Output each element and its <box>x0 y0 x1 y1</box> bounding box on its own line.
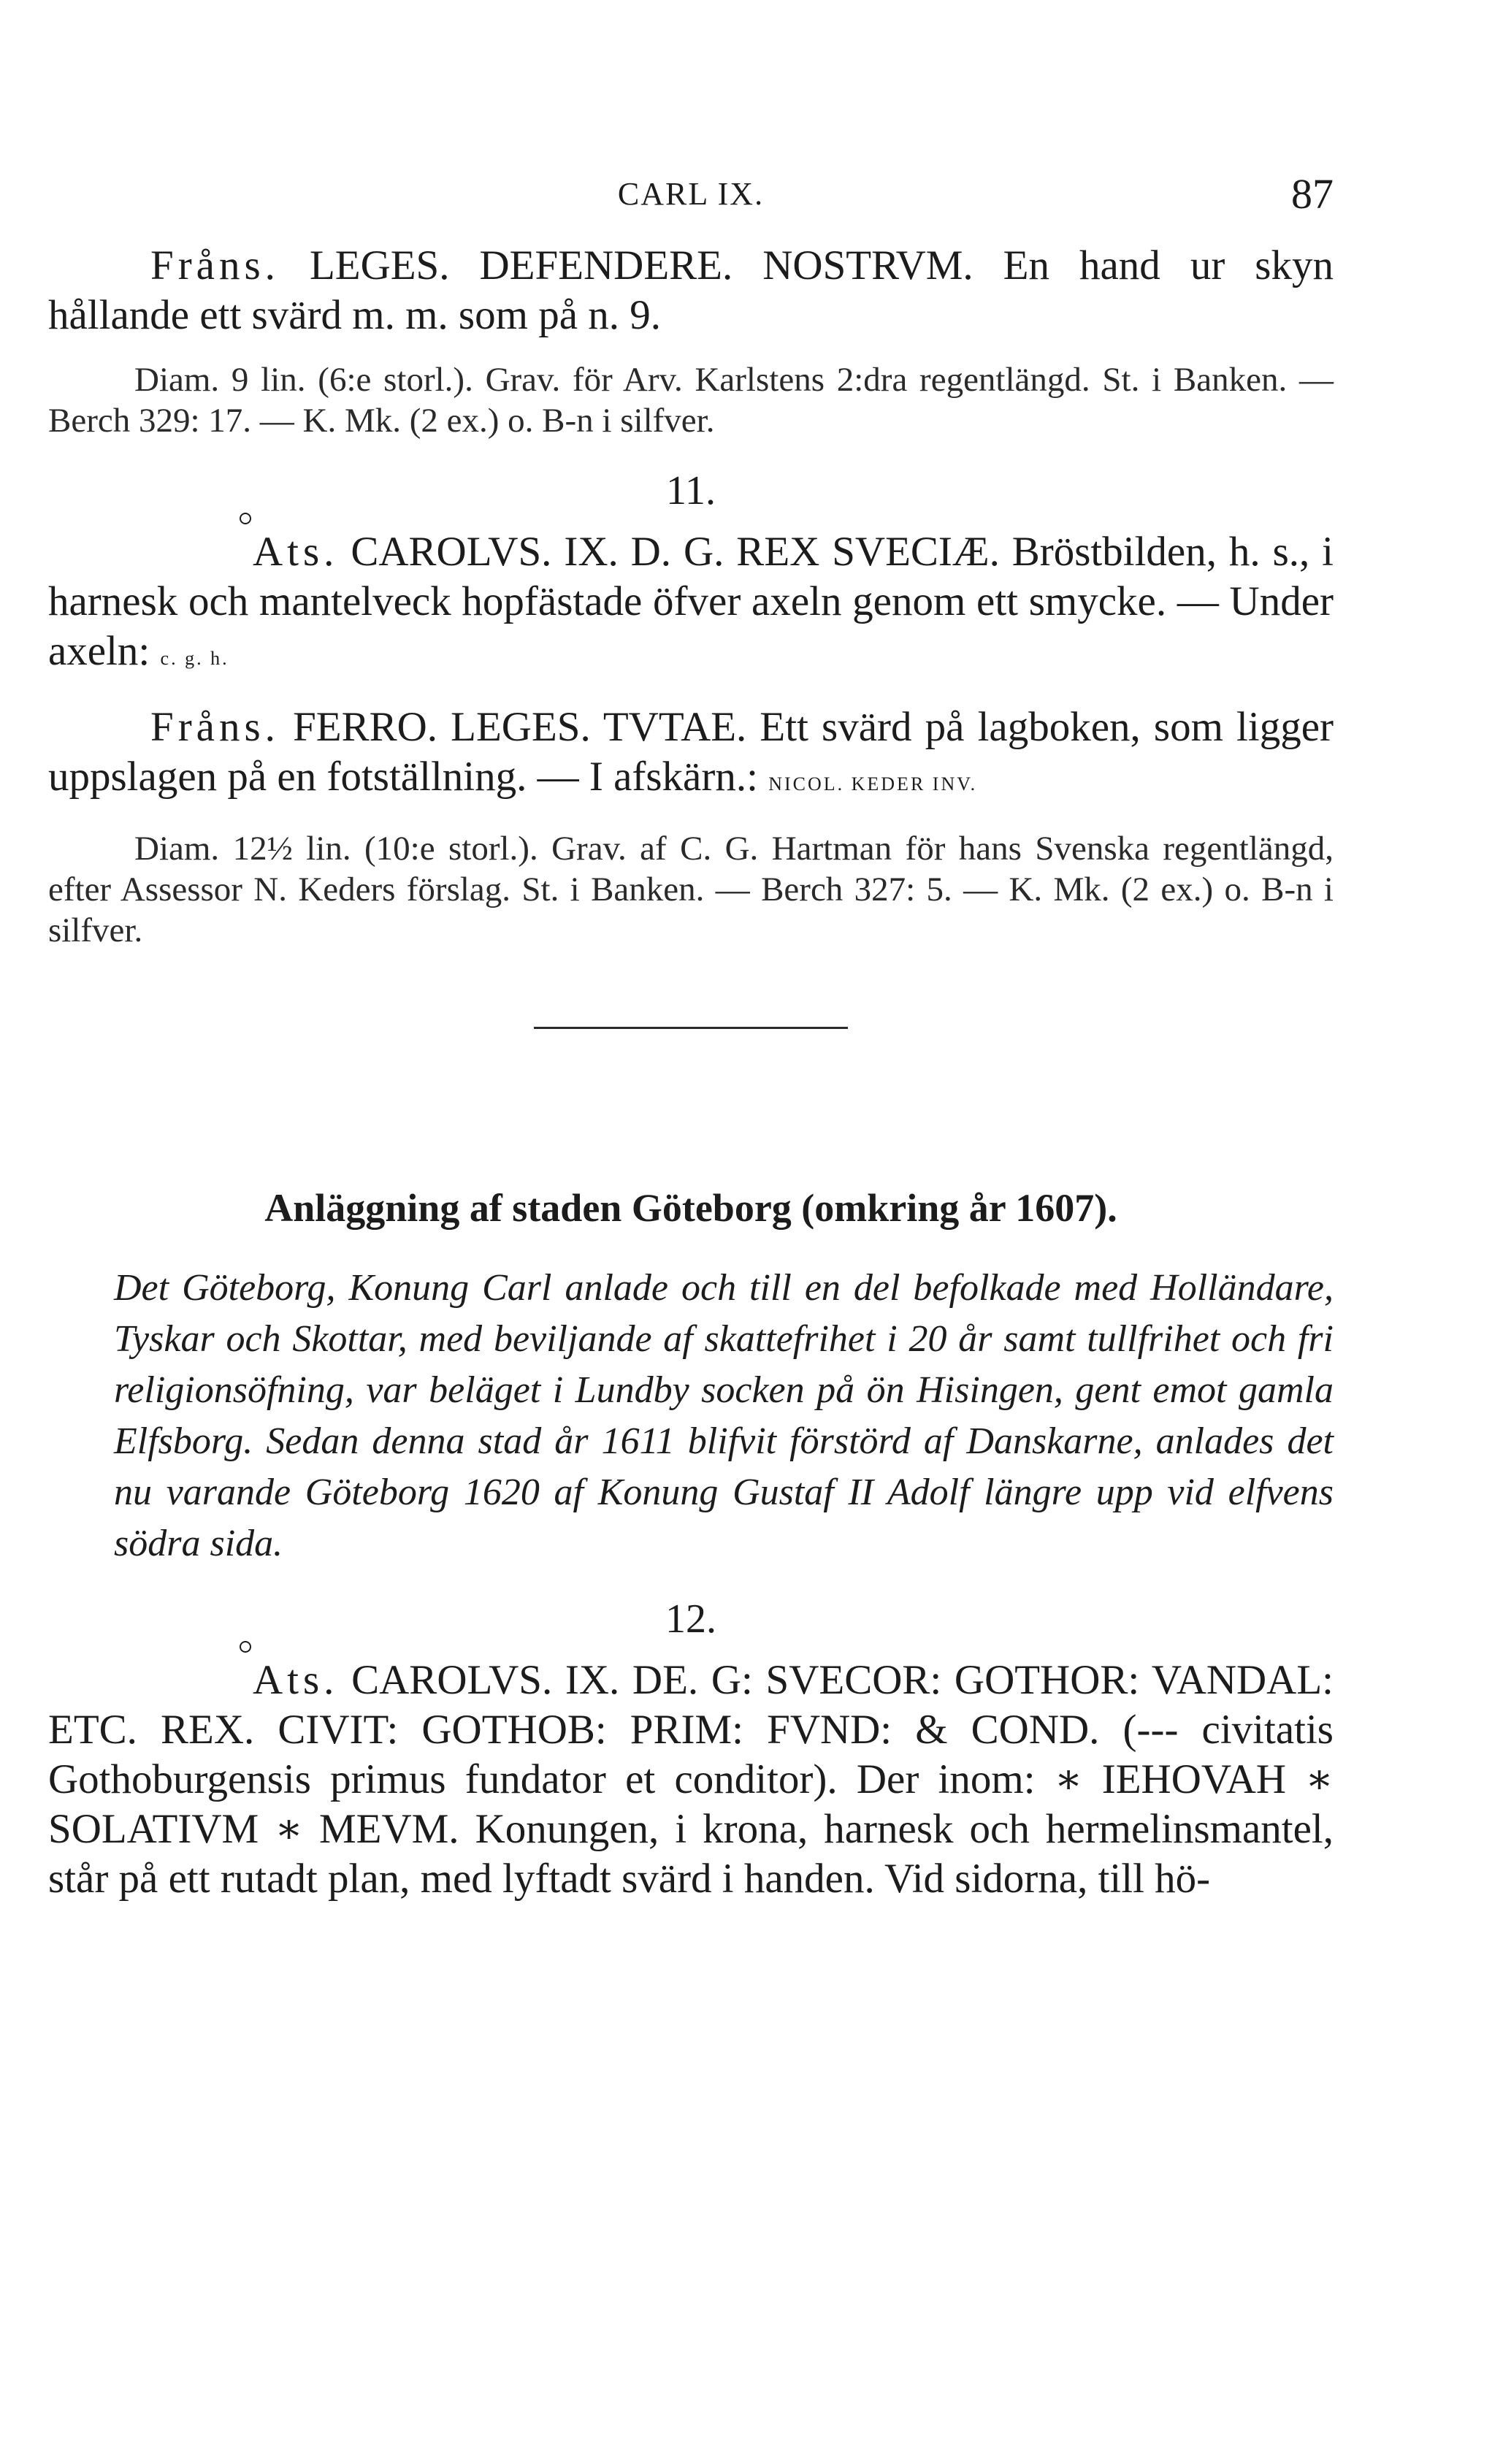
obverse-label: Ats. <box>150 527 338 577</box>
text-column <box>48 241 1334 1904</box>
section-intro: Det Göteborg, Konung Carl anlade och till en del befolkade med Holländare, Tyskar och Skottar, med beviljande af skattefrihet i 20 år samt tullfrihet och fri religionsöfning, var beläget i Lundby socken på ön Hisingen, gent emot gamla Elfsborg. Sedan denna stad år 1611 blifvit förstörd af Danskarne, anlades det nu varande Göteborg 1620 af Konung Gustaf II Adolf längre upp vid elfvens södra sida. <box>114 1267 1334 1564</box>
entry12-obverse <box>48 1656 1334 1904</box>
entry-number-12: 12. <box>665 1596 716 1642</box>
entry11-note: Diam. 12½ lin. (10:e storl.). Grav. af C. G. Hartman för hans Svenska regentlängd, efter Assessor N. Keders förslag. St. i Banken. — Berch 327: 5. — K. Mk. (2 ex.) o. B-n i silfver. <box>48 830 1334 949</box>
entry11-reverse <box>48 703 1334 809</box>
reverse-text: LEGES. DEFENDERE. NOSTRVM. En hand ur skyn hållande ett svärd m. m. som på n. 9. <box>48 242 1334 338</box>
page-header <box>48 169 1334 221</box>
reverse-text: FERRO. LEGES. TVTAE. Ett svärd på lagboken, som ligger uppslagen på en fotställning. — I afskärn.: <box>48 704 1334 800</box>
reverse-signature: NICOL. KEDER INV. <box>768 773 978 795</box>
obverse-initials: c. g. h. <box>160 648 229 669</box>
obverse-text: CAROLVS. IX. D. G. REX SVECIÆ. Bröstbilden, h. s., i harnesk och mantelveck hopfästade öfver axeln genom ett smycke. — Under axeln: <box>48 529 1334 674</box>
section-title: Anläggning af staden Göteborg (omkring år 1607). <box>264 1186 1117 1230</box>
entry10-reverse <box>48 241 1334 340</box>
reverse-label: Fråns. <box>150 242 280 288</box>
entry10-note: Diam. 9 lin. (6:e storl.). Grav. för Arv. Karlstens 2:dra regentlängd. St. i Banken. — Berch 329: 17. — K. Mk. (2 ex.) o. B-n i silfver. <box>48 361 1334 440</box>
obverse-text: CAROLVS. IX. DE. G: SVECOR: GOTHOR: VANDAL: ETC. REX. CIVIT: GOTHOB: PRIM: FVND: & COND. (--- civitatis Gothoburgensis primus fundator et conditor). Der inom: ∗ IEHOVAH ∗ SOLATIVM ∗ MEVM. Konungen, i krona, harnesk och hermelinsmantel, står på ett rutadt plan, med lyftadt svärd i handen. Vid sidorna, till hö- <box>48 1657 1334 1902</box>
section-divider <box>534 1027 848 1029</box>
entry11-obverse <box>48 527 1334 684</box>
running-head: CARL IX. <box>617 176 765 212</box>
obverse-label: Ats. <box>150 1656 338 1705</box>
page-number: 87 <box>1291 170 1334 218</box>
entry-number-11: 11. <box>666 468 716 513</box>
reverse-label: Fråns. <box>150 704 280 750</box>
